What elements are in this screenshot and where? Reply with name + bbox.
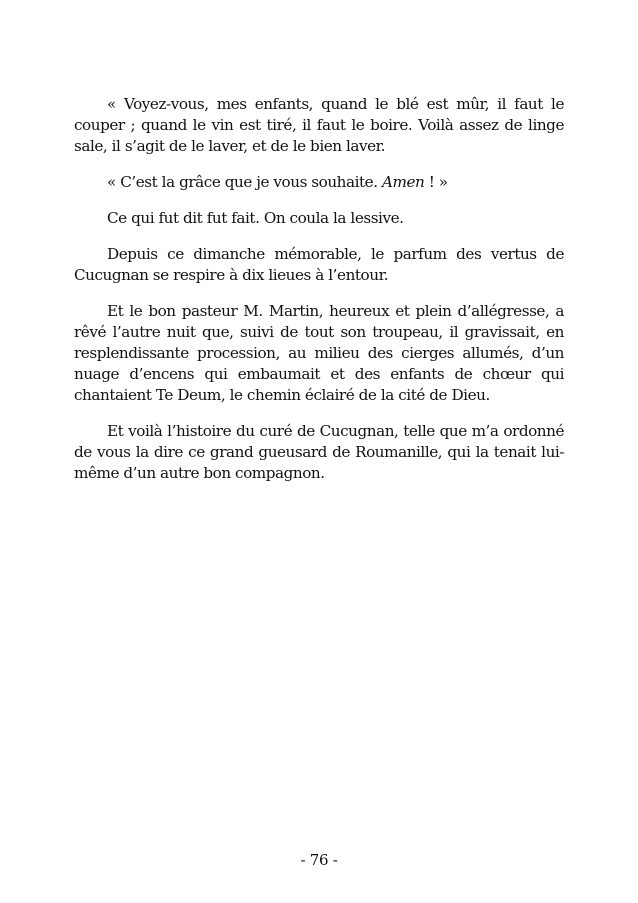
page-number: - 76 -	[300, 851, 338, 869]
paragraph-2-end: ! »	[424, 173, 448, 191]
paragraph-2-start: « C’est la grâce que je vous souhaite.	[107, 173, 382, 191]
paragraph-3: Ce qui fut dit fut fait. On coula la lessive.	[107, 209, 404, 227]
paragraph-6: Et voilà l’histoire du curé de Cucugnan, telle que m’a ordonné de vous la dire ce grand gueusard de Roumanille, qui la tenait lui-même d’un autre bon compagnon.	[74, 422, 564, 482]
paragraph-4: Depuis ce dimanche mémorable, le parfum des vertus de Cucugnan se respire à dix lieues à l’entour.	[74, 245, 564, 284]
paragraph-2	[74, 172, 564, 193]
paragraph-2-italic: Amen	[381, 173, 425, 191]
body-text	[74, 94, 564, 499]
paragraph-5: Et le bon pasteur M. Martin, heureux et plein d’allégresse, a rêvé l’autre nuit que, suivi de tout son troupeau, il gravissait, en resplendissante procession, au milieu des cierges allumés, d’un nuage d’encens qui embaumait et des enfants de chœur qui chantaient Te Deum, le chemin éclairé de la cité de Dieu.	[74, 302, 564, 404]
paragraph-1: « Voyez-vous, mes enfants, quand le blé est mûr, il faut le couper ; quand le vin est tiré, il faut le boire. Voilà assez de linge sale, il s’agit de le laver, et de le bien laver.	[74, 95, 564, 155]
